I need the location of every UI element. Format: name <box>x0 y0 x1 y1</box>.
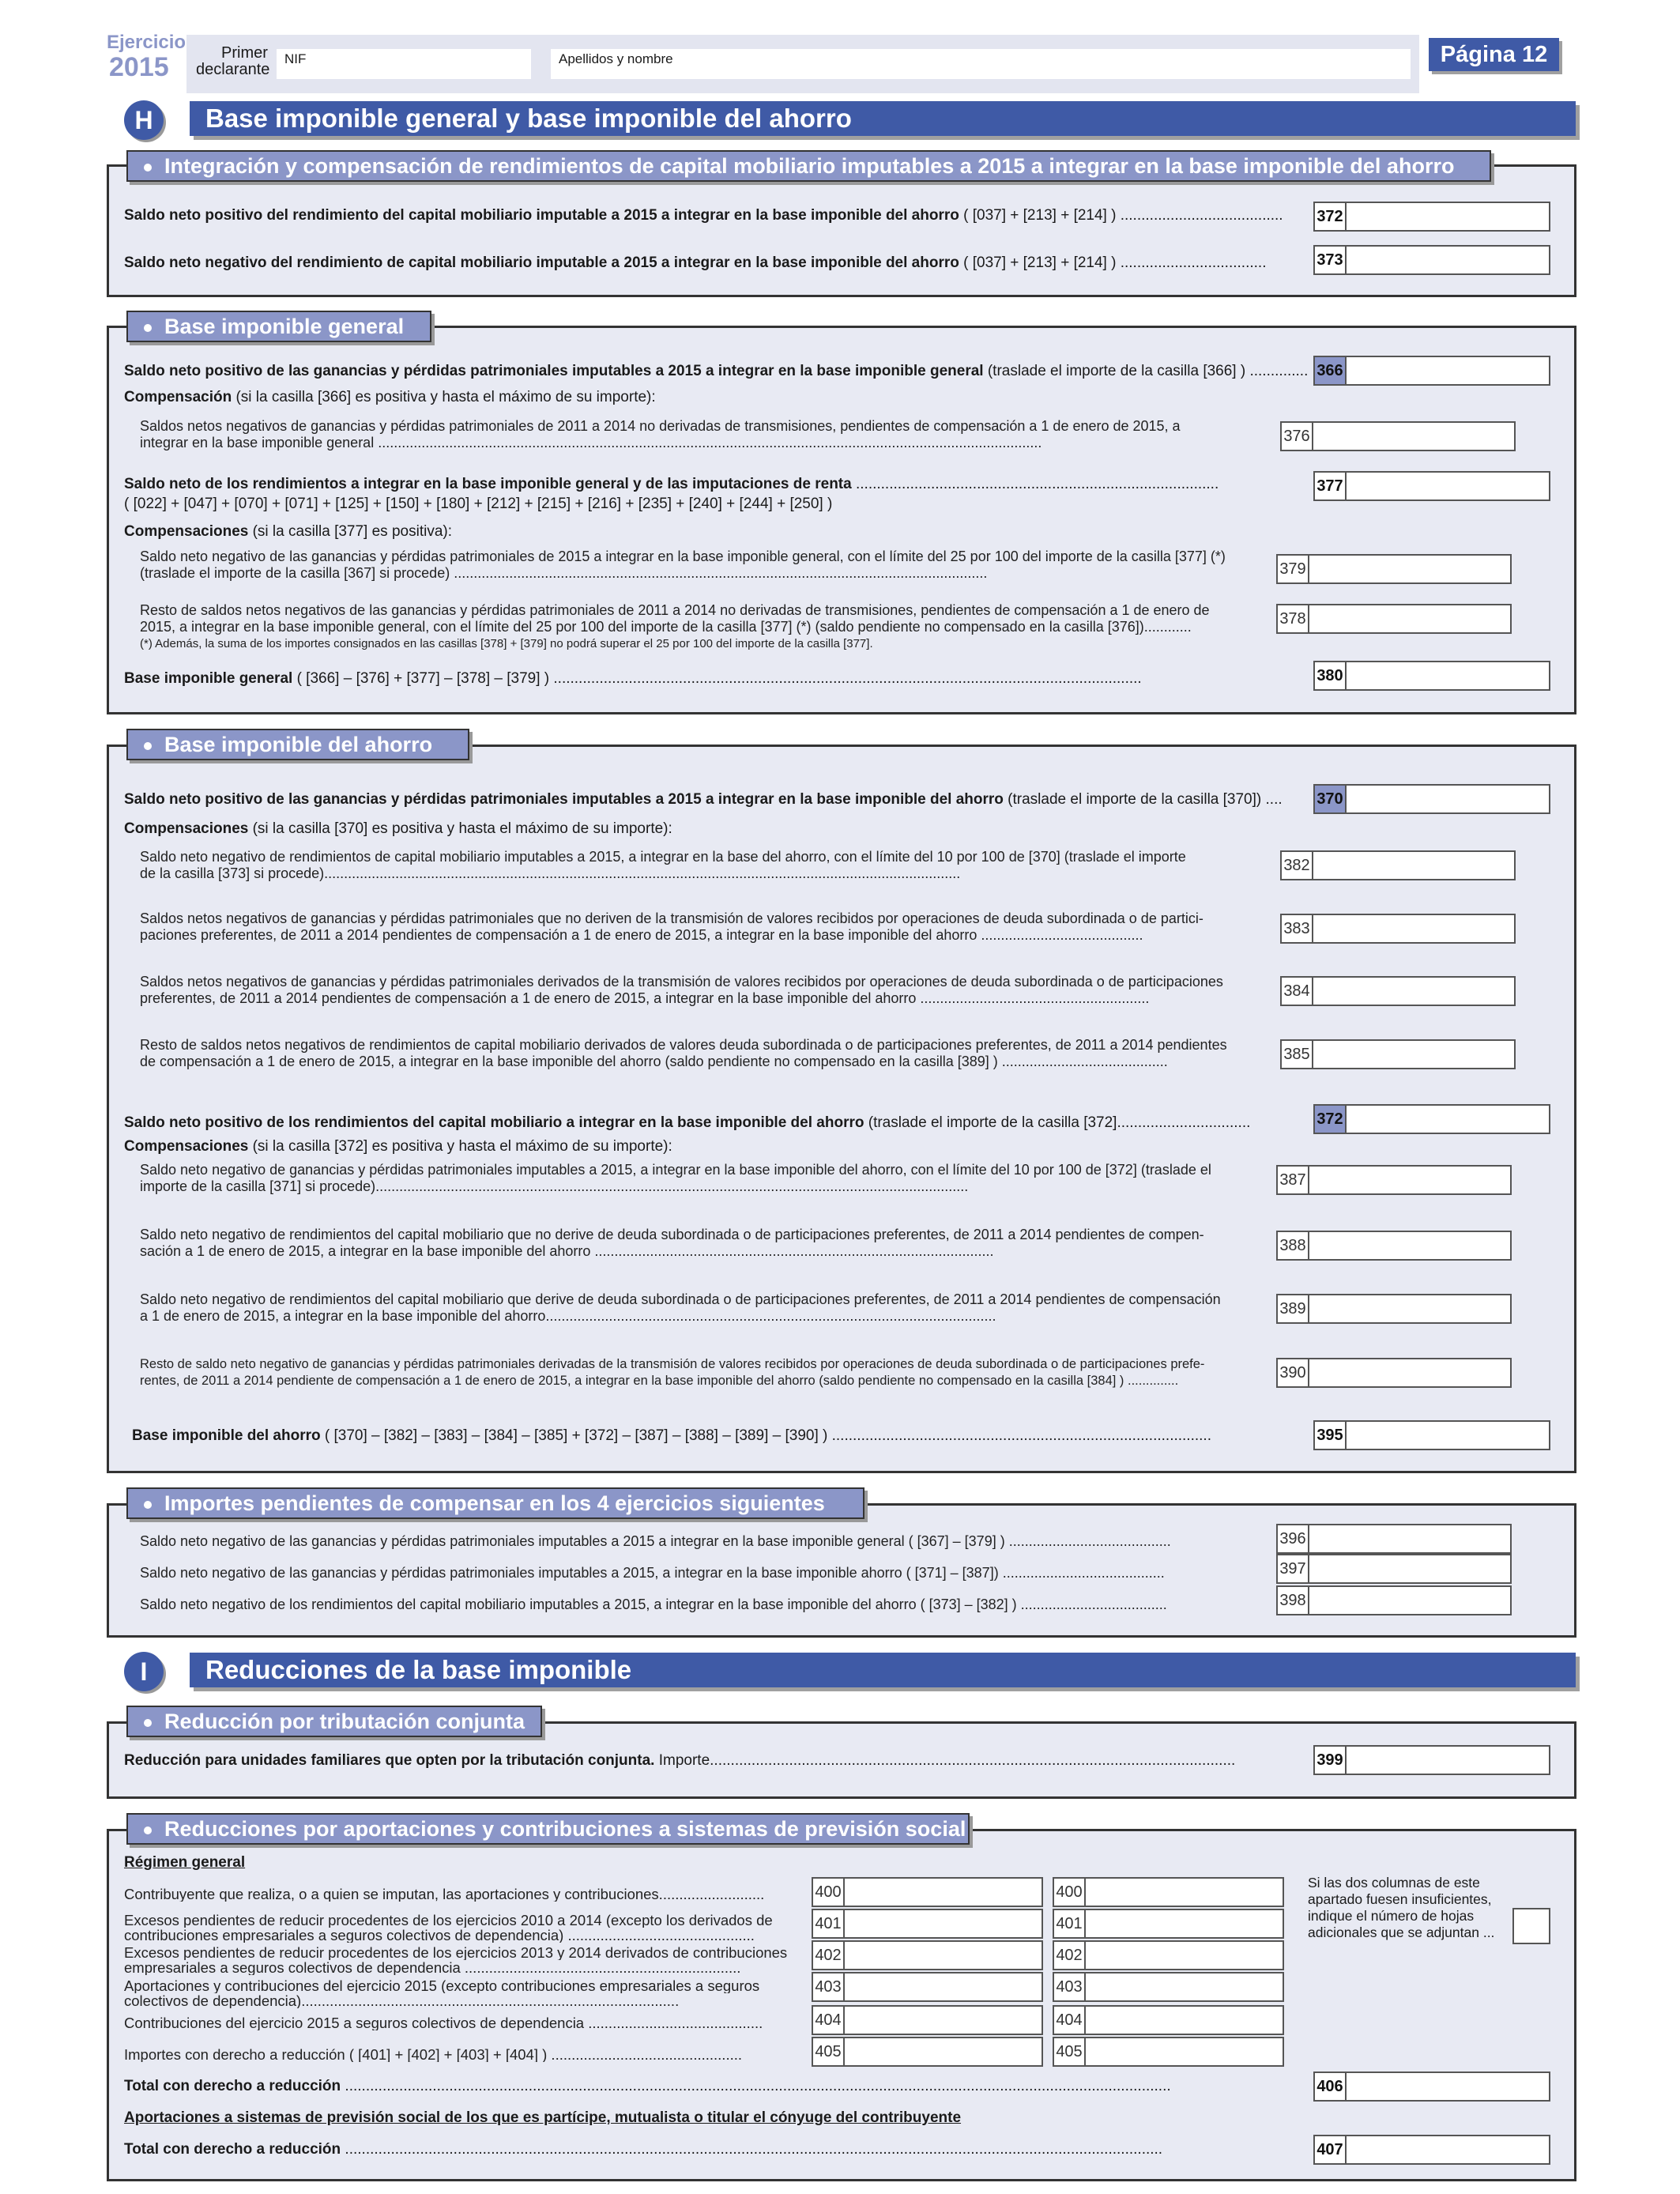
code-400-b: 400 <box>1053 1877 1086 1907</box>
ahorro-compensaciones-label: Compensaciones (si la casilla [370] es positiva y hasta el máximo de su importe): <box>124 820 672 837</box>
ejercicio-label: Ejercicio <box>107 32 186 53</box>
code-400-a: 400 <box>812 1877 845 1907</box>
prev-row-400: Contribuyente que realiza, o a quien se imputan, las aportaciones y contribuciones.......................... <box>124 1887 765 1902</box>
input-402-a[interactable] <box>843 1940 1043 1970</box>
row-372-b: Saldo neto positivo de los rendimientos del capital mobiliario a integrar en la base imponible del ahorro (traslade el importe de la casilla [372]................................ <box>124 1114 1251 1131</box>
code-406: 406 <box>1313 2071 1347 2102</box>
code-380: 380 <box>1313 661 1347 691</box>
code-376: 376 <box>1280 421 1313 451</box>
code-401-b: 401 <box>1053 1909 1086 1939</box>
code-377: 377 <box>1313 471 1347 501</box>
input-403-b[interactable] <box>1084 1972 1284 2002</box>
input-384[interactable] <box>1312 976 1516 1006</box>
input-401-a[interactable] <box>843 1909 1043 1939</box>
row-378: Resto de saldos netos negativos de las ganancias y pérdidas patrimoniales de 2011 a 2014 no derivadas de transmisiones, pendientes de compensación a 1 de enero de 2015, a integrar en la base imponible general, con el límite del 25 por 100 del importe de la casilla [377] (*) (saldo pendiente no compensado en la casilla [376])............ (*) Además, la suma de los importes consignados en las casillas [378] + [379] no podrá superar el 25 por 100 del importe de la casilla [377]. <box>140 602 1210 650</box>
row-382: Saldo neto negativo de rendimientos de capital mobiliario imputables a 2015, a integrar en la base del ahorro, con el límite del 10 por 100 de [370] (traslade el importe de la casilla [373] si procede)................................................................................................................................................................. <box>140 849 1186 881</box>
page-number: Página 12 <box>1440 42 1548 67</box>
apellidos-field[interactable] <box>551 49 1411 79</box>
code-401-a: 401 <box>812 1909 845 1939</box>
code-404-a: 404 <box>812 2005 845 2035</box>
input-405-b[interactable] <box>1084 2037 1284 2067</box>
row-390: Resto de saldo neto negativo de ganancias y pérdidas patrimoniales derivadas de la transmisión de valores recibidos por operaciones de deuda subordinada o de participaciones prefe- rentes, de 2011 a 2014 pendiente de compensación a 1 de enero de 2015, a integrar en la base imponible del ahorro (saldo pendiente no compensado en la casilla [384] ) .............. <box>140 1357 1205 1388</box>
input-387[interactable] <box>1308 1165 1512 1195</box>
row-366: Saldo neto positivo de las ganancias y pérdidas patrimoniales imputables a 2015 a integrar en la base imponible general (traslade el importe de la casilla [366] ) .............. <box>124 363 1309 379</box>
code-379: 379 <box>1276 554 1309 584</box>
code-404-b: 404 <box>1053 2005 1086 2035</box>
input-379[interactable] <box>1308 554 1512 584</box>
code-366: 366 <box>1313 356 1347 386</box>
input-372-a[interactable] <box>1345 202 1550 232</box>
input-390[interactable] <box>1308 1358 1512 1388</box>
code-407: 407 <box>1313 2135 1347 2165</box>
input-407[interactable] <box>1345 2135 1550 2165</box>
input-372-b[interactable] <box>1345 1104 1550 1134</box>
code-370: 370 <box>1313 784 1347 814</box>
prevision-title: Reducciones por aportaciones y contribuciones a sistemas de previsión social <box>126 1813 970 1845</box>
row-379: Saldo neto negativo de las ganancias y pérdidas patrimoniales de 2015 a integrar en la base imponible general, con el límite del 25 por 100 del importe de la casilla [377] (*) (traslade el importe de la casilla [367] si procede) ....................................................................................................................................... <box>140 548 1226 581</box>
declarante-label-1: Primer <box>221 44 268 62</box>
input-396[interactable] <box>1308 1524 1512 1554</box>
regimen-general-label: Régimen general <box>124 1854 246 1871</box>
row-384: Saldos netos negativos de ganancias y pérdidas patrimoniales derivados de la transmisión de valores recibidos por operaciones de deuda subordinada o de participaciones preferentes, de 2011 a 2014 pendientes de compensación a 1 de enero de 2015, a integrar en la base imponible del ahorro .......................................................... <box>140 974 1223 1006</box>
input-403-a[interactable] <box>843 1972 1043 2002</box>
code-382: 382 <box>1280 850 1313 880</box>
row-377-formula: ( [022] + [047] + [070] + [071] + [125] + [150] + [180] + [212] + [215] + [216] + [235] + [240] + [244] + [250] ) <box>124 496 833 512</box>
ahorro-title: Base imponible del ahorro <box>126 729 469 760</box>
prev-row-404: Contribuciones del ejercicio 2015 a seguros colectivos de dependencia ........................................... <box>124 2015 763 2030</box>
integracion-title: Integración y compensación de rendimientos de capital mobiliario imputables a 2015 a integrar en la base imponible del ahorro <box>126 150 1491 182</box>
code-388: 388 <box>1276 1231 1309 1261</box>
hojas-adicionales-note: Si las dos columnas de este apartado fuesen insuficientes, indique el número de hojas adicionales que se adjuntan ... <box>1308 1875 1495 1940</box>
apellidos-label: Apellidos y nombre <box>559 51 673 66</box>
row-372-a: Saldo neto positivo del rendimiento del capital mobiliario imputable a 2015 a integrar en la base imponible del ahorro ( [037] + [213] + [214] ) ....................................... <box>124 207 1283 224</box>
input-388[interactable] <box>1308 1231 1512 1261</box>
input-389[interactable] <box>1308 1294 1512 1324</box>
input-383[interactable] <box>1312 914 1516 944</box>
input-395[interactable] <box>1345 1420 1550 1450</box>
input-404-a[interactable] <box>843 2005 1043 2035</box>
input-405-a[interactable] <box>843 2037 1043 2067</box>
prev-row-401: Excesos pendientes de reducir procedentes de los ejercicios 2010 a 2014 (excepto los derivados de contribuciones empresariales a seguros colectivos de dependencia) .............................................. <box>124 1913 773 1943</box>
ejercicio-year: 2015 <box>109 52 169 82</box>
row-373: Saldo neto negativo del rendimiento de capital mobiliario imputable a 2015 a integrar en la base imponible del ahorro ( [037] + [213] + [214] ) ................................... <box>124 254 1267 271</box>
input-402-b[interactable] <box>1084 1940 1284 1970</box>
code-398: 398 <box>1276 1585 1309 1615</box>
prev-row-402: Excesos pendientes de reducir procedentes de los ejercicios 2013 y 2014 derivados de contribuciones empresariales a seguros colectivos de dependencia .................................................................... <box>124 1945 788 1975</box>
pendientes-title: Importes pendientes de compensar en los 4 ejercicios siguientes <box>126 1487 864 1519</box>
code-387: 387 <box>1276 1165 1309 1195</box>
row-383: Saldos netos negativos de ganancias y pérdidas patrimoniales que no deriven de la transmisión de valores recibidos por operaciones de deuda subordinada o de partici- paciones preferentes, de 2011 a 2014 pendientes de compensación a 1 de enero de 2015, a integrar en la base imponible del ahorro ......................................... <box>140 910 1203 943</box>
section-h-title: Base imponible general y base imponible del ahorro <box>190 101 1576 136</box>
conjunta-title: Reducción por tributación conjunta <box>126 1706 542 1737</box>
row-407: Total con derecho a reducción .................................................................................................................................................................................................... <box>124 2141 1163 2158</box>
code-402-a: 402 <box>812 1940 845 1970</box>
input-398[interactable] <box>1308 1585 1512 1615</box>
row-396: Saldo neto negativo de las ganancias y pérdidas patrimoniales imputables a 2015 a integrar en la base imponible general ( [367] – [379] ) ......................................... <box>140 1533 1171 1549</box>
row-389: Saldo neto negativo de rendimientos del capital mobiliario que derive de deuda subordinada o de participaciones preferentes, de 2011 a 2014 pendientes de compensación a 1 de enero de 2015, a integrar en la base imponible del ahorro.................................................................................................................. <box>140 1291 1221 1324</box>
input-397[interactable] <box>1308 1554 1512 1584</box>
input-378[interactable] <box>1308 604 1512 634</box>
input-404-b[interactable] <box>1084 2005 1284 2035</box>
input-373[interactable] <box>1345 245 1550 275</box>
prev-row-405: Importes con derecho a reducción ( [401] + [402] + [403] + [404] ) ............................................... <box>124 2047 743 2062</box>
row-406: Total con derecho a reducción ...................................................................................................................................................................................................... <box>124 2078 1171 2094</box>
code-390: 390 <box>1276 1358 1309 1388</box>
section-i-title: Reducciones de la base imponible <box>190 1653 1576 1687</box>
nif-field[interactable] <box>277 49 531 79</box>
compensaciones-label: Compensaciones (si la casilla [377] es positiva): <box>124 523 452 540</box>
input-406[interactable] <box>1345 2071 1550 2102</box>
code-383: 383 <box>1280 914 1313 944</box>
row-385: Resto de saldos netos negativos de rendimientos de capital mobiliario derivados de valores deuda subordinada o de participaciones preferentes, de 2011 a 2014 pendientes de compensación a 1 de enero de 2015, a integrar en la base imponible del ahorro (saldo pendiente no compensado en la casilla [389] ) .......................................... <box>140 1037 1227 1069</box>
input-385[interactable] <box>1312 1039 1516 1069</box>
compensacion-label: Compensación (si la casilla [366] es positiva y hasta el máximo de su importe): <box>124 389 656 405</box>
input-382[interactable] <box>1312 850 1516 880</box>
input-400-a[interactable] <box>843 1877 1043 1907</box>
code-373: 373 <box>1313 245 1347 275</box>
code-405-b: 405 <box>1053 2037 1086 2067</box>
aportaciones-conyuge-label: Aportaciones a sistemas de previsión social de los que es partícipe, mutualista o titular el cónyuge del contribuyente <box>124 2109 962 2126</box>
code-405-a: 405 <box>812 2037 845 2067</box>
general-title: Base imponible general <box>126 311 431 342</box>
input-370[interactable] <box>1345 784 1550 814</box>
row-397: Saldo neto negativo de las ganancias y pérdidas patrimoniales imputables a 2015, a integrar en la base imponible ahorro ( [371] – [387]) ......................................... <box>140 1565 1165 1581</box>
section-i-badge: I <box>124 1652 164 1691</box>
code-389: 389 <box>1276 1294 1309 1324</box>
input-377[interactable] <box>1345 471 1550 501</box>
code-403-b: 403 <box>1053 1972 1086 2002</box>
declarante-label-2: declarante <box>196 61 270 78</box>
input-366[interactable] <box>1345 356 1550 386</box>
row-380: Base imponible general ( [366] – [376] + [377] – [378] – [379] ) ............................................................................................................................................. <box>124 670 1142 687</box>
section-h-badge: H <box>124 100 164 140</box>
row-398: Saldo neto negativo de los rendimientos del capital mobiliario imputables a 2015, a integrar en la base imponible del ahorro ( [373] – [382] ) ..................................... <box>140 1596 1167 1612</box>
row-399: Reducción para unidades familiares que opten por la tributación conjunta. Importe.............................................................................................................................. <box>124 1752 1236 1769</box>
input-399[interactable] <box>1345 1745 1550 1775</box>
row-387: Saldo neto negativo de ganancias y pérdidas patrimoniales imputables a 2015, a integrar en la base imponible del ahorro, con el límite del 10 por 100 de [372] (traslade el importe de la casilla [371] si procede)...................................................................................................................................................... <box>140 1162 1211 1194</box>
hojas-adicionales-input[interactable] <box>1512 1908 1550 1944</box>
input-376[interactable] <box>1312 421 1516 451</box>
code-403-a: 403 <box>812 1972 845 2002</box>
row-395: Base imponible del ahorro ( [370] – [382] – [383] – [384] – [385] + [372] – [387] – [388] – [389] – [390] ) ........................................................................................... <box>132 1427 1211 1444</box>
input-401-b[interactable] <box>1084 1909 1284 1939</box>
nif-label: NIF <box>284 51 307 66</box>
code-402-b: 402 <box>1053 1940 1086 1970</box>
row-388: Saldo neto negativo de rendimientos del capital mobiliario que no derive de deuda subordinada o de participaciones preferentes, de 2011 a 2014 pendientes de compen- sación a 1 de enero de 2015, a integrar en la base imponible del ahorro ..................................................................................................... <box>140 1227 1204 1259</box>
code-399: 399 <box>1313 1745 1347 1775</box>
prev-row-403: Aportaciones y contribuciones del ejercicio 2015 (excepto contribuciones empresariales a seguros colectivos de dependencia)............................................................................................. <box>124 1978 760 2008</box>
code-378: 378 <box>1276 604 1309 634</box>
code-395: 395 <box>1313 1420 1347 1450</box>
code-372-b: 372 <box>1313 1104 1347 1134</box>
code-372-a: 372 <box>1313 202 1347 232</box>
code-385: 385 <box>1280 1039 1313 1069</box>
input-400-b[interactable] <box>1084 1877 1284 1907</box>
row-377: Saldo neto de los rendimientos a integrar en la base imponible general y de las imputaciones de renta ....................................................................................... <box>124 476 1219 492</box>
row-376: Saldos netos negativos de ganancias y pérdidas patrimoniales de 2011 a 2014 no derivadas de transmisiones, pendientes de compensación a 1 de enero de 2015, a integrar en la base imponible general ........................................................................................................................................................................ <box>140 418 1181 450</box>
code-384: 384 <box>1280 976 1313 1006</box>
code-397: 397 <box>1276 1554 1309 1584</box>
row-370: Saldo neto positivo de las ganancias y pérdidas patrimoniales imputables a 2015 a integrar en la base imponible del ahorro (traslade el importe de la casilla [370]) .... <box>124 791 1283 808</box>
input-380[interactable] <box>1345 661 1550 691</box>
ahorro-compensaciones-2-label: Compensaciones (si la casilla [372] es positiva y hasta el máximo de su importe): <box>124 1138 672 1155</box>
code-396: 396 <box>1276 1524 1309 1554</box>
